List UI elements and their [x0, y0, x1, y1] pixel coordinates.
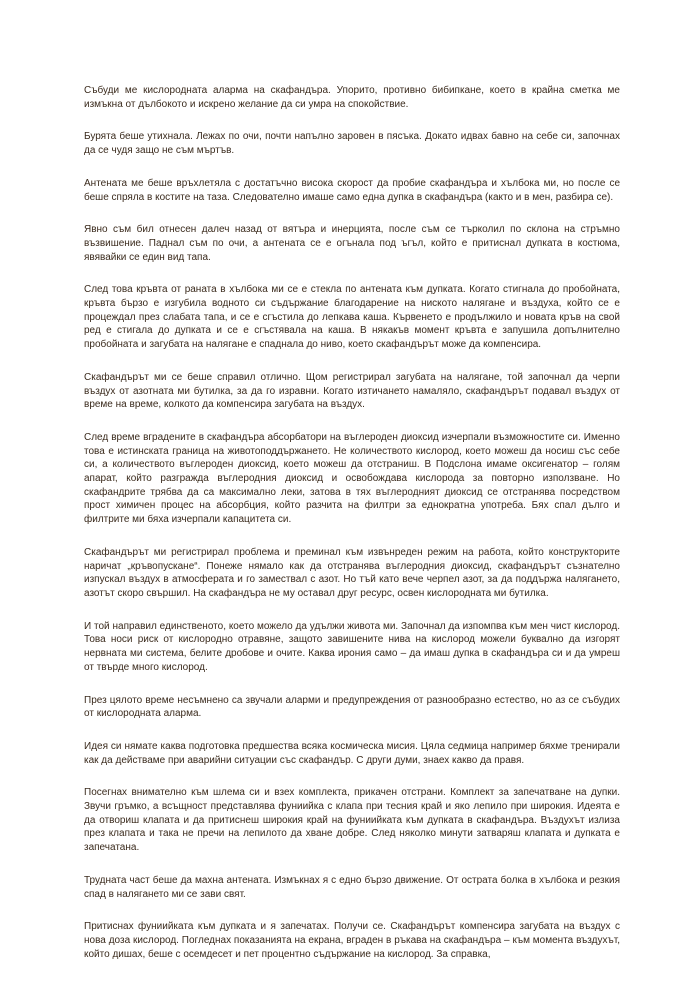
paragraph: Събуди ме кислородната аларма на скафандъра. Упорито, противно бибипкане, което в крайна сметка ме измъкна от дълбокото и искрено желание да си умра на спокойствие.: [84, 85, 620, 110]
paragraph: След време вградените в скафандъра абсорбатори на въглероден диоксид изчерпали възможностите си. Именно това е истинската граница на животоподдържането. Не количеството кислород, което можеш да носиш със себе си, а количеството въглероден диоксид, което можеш да отстраниш. В Подслона имаме оксигенатор – голям апарат, който разгражда въглеродния диоксид и освобождава кислорода за повторно използване. Но скафандрите трябва да са максимално леки, затова в тях въглеродният диоксид се отстранява посредством прост химичен процес на абсорбция, който разчита на филтри за еднократна употреба. Бях спал дълго и филтрите ми бяха изчерпали капацитета си.: [84, 431, 620, 526]
paragraph: И той направил единственото, което можело да удължи живота ми. Започнал да изпомпва към мен чист кислород. Това носи риск от кислородно отравяне, защото завишените нива на кислород можели буквално да изгорят нервната ми система, белите дробове и очите. Каква ирония само – да имаш дупка в скафандъра си и да умреш от твърде много кислород.: [84, 620, 620, 673]
paragraph: Скафандърът ми се беше справил отлично. Щом регистрирал загубата на налягане, той започнал да черпи въздух от азотната ми бутилка, за да го изравни. Когато изтичането намаляло, скафандърът подавал въздух от време на време, колкото да компенсира загубата на въздух.: [84, 371, 620, 411]
paragraph: Посегнах внимателно към шлема си и взех комплекта, прикачен отстрани. Комплект за запечатване на дупки. Звучи гръмко, а всъщност представлява фуниийка с клапа при тесния край и яко лепило при широкия. Идеята е да отвориш клапата и да притиснеш широкия край на фуниийката към дупката в скафандъра. Въздухът излиза през клапата и така не пречи на лепилото да хване добре. След няколко минути затваряш клапата и дупката е запечатана.: [84, 787, 620, 854]
paragraph: Скафандърът ми регистрирал проблема и преминал към извънреден режим на работа, който конструкторите наричат „кръвопускане“. Понеже нямало как да отстранява въглеродния диоксид, скафандърът съзнателно изпускал въздух в атмосферата и го замествал с азот. Но тъй като вече черпел азот, за да поддържа налягането, азотът скоро свършил. На скафандъра не му оставал друг ресурс, освен кислородната ми бутилка.: [84, 546, 620, 599]
paragraph: Идея си нямате каква подготовка предшества всяка космическа мисия. Цяла седмица например бяхме тренирали как да действаме при аварийни ситуации със скафандър. С други думи, знаех какво да правя.: [84, 740, 620, 766]
document-page: [84, 84, 620, 980]
paragraph: Антената ме беше връхлетяла с достатъчно висока скорост да пробие скафандъра и хълбока ми, но после се беше спряла в костите на таза. Следователно имаше само една дупка в скафандъра (както и в мен, разбира се).: [84, 177, 620, 203]
paragraph: През цялото време несъмнено са звучали аларми и предупреждения от разнообразно естество, но аз се събудих от кислородната аларма.: [84, 694, 620, 720]
paragraph: Трудната част беше да махна антената. Измъкнах я с едно бързо движение. От острата болка в хълбока и резкия спад в налягането ми се зави свят.: [84, 874, 620, 900]
paragraph: След това кръвта от раната в хълбока ми се е стекла по антената към дупката. Когато стигнала до пробойната, кръвта бързо е изгубила водното си съдържание благодарение на ниското налягане и въздуха, който се е процеждал през слабата тапа, и се е сгъстила до лепкава каша. Кървенето е продължило и новата кръв на свой ред е стигала до дупката и се е сгъстявала на каша. В някакъв момент кръвта е запушила допълнително пробойната и загубата на налягане е спаднала до ниво, което скафандърът може да компенсира.: [84, 284, 620, 351]
paragraph: Бурята беше утихнала. Лежах по очи, почти напълно заровен в пясъка. Докато идвах бавно на себе си, започнах да се чудя защо не съм мъртъв.: [84, 131, 620, 157]
paragraph: Явно съм бил отнесен далеч назад от вятъра и инерцията, после съм се търколил по склона на стръмно възвишение. Паднал съм по очи, а антената се е огънала под ъгъл, който е притиснал дупката в костюма, явявайки се един вид тапа.: [84, 224, 620, 263]
paragraph: Притиснах фуниийката към дупката и я запечатах. Получи се. Скафандърът компенсира загубата на въздух с нова доза кислород. Погледнах показанията на екрана, вграден в ръкава на скафандъра – към момента въздухът, който дишах, беше с осемдесет и пет процентно съдържание на кислород. За справка,: [84, 921, 620, 960]
